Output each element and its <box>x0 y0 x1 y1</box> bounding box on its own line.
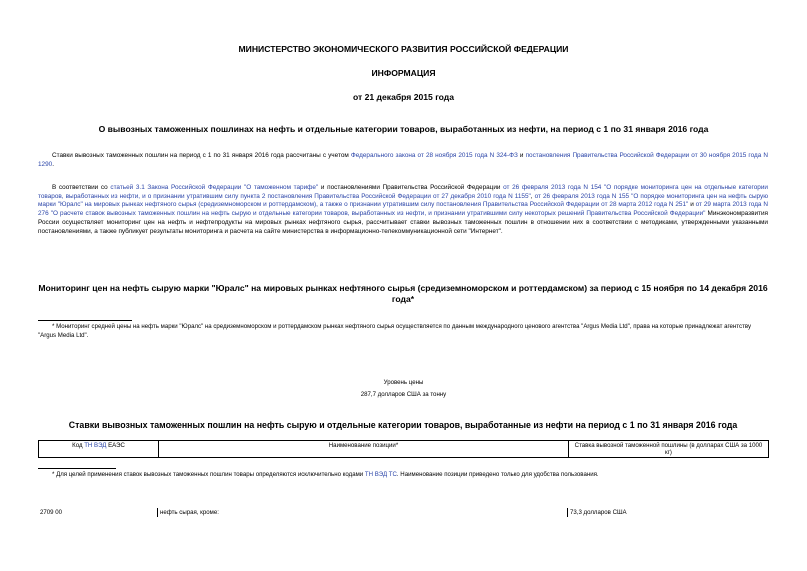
link-tn-ved[interactable]: ТН ВЭД <box>84 442 107 449</box>
rates-heading: Ставки вывозных таможенных пошлин на нефть сырую и отдельные категории товаров, выработанные из нефти на период с 1 по 31 января 2016 года <box>68 420 738 430</box>
link-government-resolution-1290[interactable]: постановления Правительства Российской Федерации от 30 ноября 2015 года N 1290 <box>38 152 769 168</box>
link-resolution-276[interactable]: от 29 марта 2013 года N 276 "О расчете ставок вывозных таможенных пошлин на нефть сырую и отдельные категории товаров, выработанных из нефти, и признании утратившими силу некоторых решений Правительства Российской Федерации" <box>38 201 768 218</box>
rates-footnote-text-1: * Для целей применения ставок вывозных таможенных пошлин товары определяются исключительно кодами <box>52 471 365 478</box>
doc-title: О вывозных таможенных пошлинах на нефть и отдельные категории товаров, выработанных из нефти, на период с 1 по 31 января 2016 года <box>98 124 709 134</box>
doc-date: от 21 декабря 2015 года <box>352 92 455 102</box>
rates-footnote <box>38 471 770 480</box>
col-header-rate: Ставка вывозной таможенной пошлины (в долларах США за 1000 кг) <box>569 441 769 458</box>
row-code: 2709 00 <box>38 508 158 517</box>
para2-text-2: и постановлениями Правительства Российской Федерации <box>318 184 504 191</box>
rates-table-row <box>38 508 769 517</box>
link-resolution-155[interactable]: от 26 февраля 2013 года N 155 "О порядке мониторинга цен на нефть сырую марки "Юралс" на мировых рынках нефтяного сырья (средиземноморском и роттердамском), а также о признании утратившим силу постановления Правительства Российской Федерации от 28 марта 2012 года N 251" <box>38 192 769 209</box>
paragraph-rates-basis <box>38 152 768 169</box>
price-label: Уровень цены <box>383 379 424 386</box>
table-footnote-divider <box>38 468 116 469</box>
price-value: 287,7 долларов США за тонну <box>360 391 447 398</box>
footnote-divider <box>38 320 132 321</box>
paragraph-legal-basis <box>38 184 768 236</box>
rates-table-header <box>38 440 769 458</box>
link-tn-ved-ts[interactable]: ТН ВЭД ТС <box>364 471 397 478</box>
doc-type: ИНФОРМАЦИЯ <box>371 68 436 78</box>
para1-text-2: и <box>517 152 526 159</box>
para2-text-5: Минэкономразвития России осуществляет мониторинг цен на нефть и нефтепродукты на мировых рынках нефтяного сырья, рассчитывает ставки вывозных таможенных пошлин в отношении них в соответствии с методиками, утвержденными указанными постановлениями, а также публикует результаты мониторинга и расчета на сайте министерства в информационно-телекоммуникационной сети "Интернет". <box>38 210 768 235</box>
para2-text-4: и <box>688 201 696 209</box>
rates-footnote-text-2: . Наименование позиции приведено только для удобства пользования. <box>396 471 599 478</box>
para1-text-1: Ставки вывозных таможенных пошлин на период с 1 по 31 января 2016 года рассчитаны с учетом <box>52 152 351 159</box>
col-header-name: Наименование позиции* <box>159 441 569 458</box>
table-row <box>38 508 769 517</box>
para2-text-1: В соответствии со <box>52 184 111 191</box>
monitoring-heading: Мониторинг цен на нефть сырую марки "Юралс" на мировых рынках нефтяного сырья (средиземноморском и роттердамском) за период с 15 ноября по 14 декабря 2016 года* <box>38 283 768 304</box>
para1-text-3: . <box>52 160 54 168</box>
row-rate: 73,3 долларов США <box>568 508 770 517</box>
ministry-title: МИНИСТЕРСТВО ЭКОНОМИЧЕСКОГО РАЗВИТИЯ РОССИЙСКОЙ ФЕДЕРАЦИИ <box>238 44 569 54</box>
link-resolution-154[interactable]: от 26 февраля 2013 года N 154 "О порядке мониторинга цен на отдельные категории товаров, выработанных из нефти, и о признании утратившим силу пункта 2 постановления Правительства Российской Федерации от 27 декабря 2010 года N 1155" <box>38 184 768 200</box>
col-code-prefix: Код <box>72 442 85 449</box>
row-name: нефть сырая, кроме: <box>158 508 568 517</box>
link-customs-tariff-law[interactable]: статьей 3.1 Закона Российской Федерации "О таможенном тарифе" <box>110 184 319 191</box>
col-code-suffix: ЕАЭС <box>106 442 125 449</box>
col-header-code <box>39 441 159 458</box>
para2-text-3: , <box>530 192 535 200</box>
link-federal-law-324[interactable]: Федерального закона от 28 ноября 2015 года N 324-ФЗ <box>350 152 518 159</box>
monitoring-footnote: * Мониторинг средней цены на нефть марки "Юралс" на средиземноморском и роттердамском рынках нефтяного сырья осуществляется по данным международного ценового агентства "Argus Media Ltd", права на которые принадлежат агентству "Argus Media Ltd". <box>38 323 752 339</box>
